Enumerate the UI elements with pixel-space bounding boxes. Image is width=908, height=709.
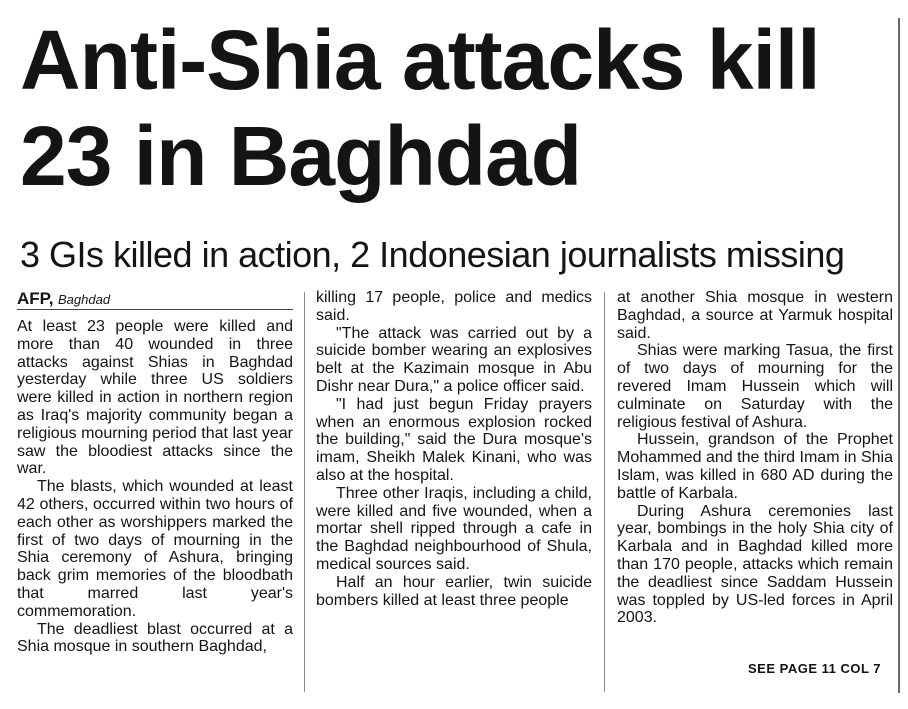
- article-column-3: [617, 289, 893, 627]
- byline-agency: AFP,: [17, 289, 54, 308]
- column-1-paragraph: The blasts, which wounded at least 42 others, occurred within two hours of each other as worshippers marked the first of two days of mourning in the Shia ceremony of Ashura, bringing back grim memories of the bloodbath that marred last year's commemoration.: [17, 478, 293, 620]
- byline: [17, 289, 293, 310]
- byline-dateline: Baghdad: [58, 292, 111, 307]
- headline-line-2: 23 in Baghdad: [20, 109, 582, 203]
- jump-reference: SEE PAGE 11 COL 7: [748, 661, 882, 676]
- column-2-paragraph: Half an hour earlier, twin suicide bombers killed at least three people: [316, 573, 592, 609]
- headline: [20, 12, 900, 204]
- subheadline: 3 GIs killed in action, 2 Indonesian journalists missing: [20, 234, 845, 275]
- column-1-paragraph: The deadliest blast occurred at a Shia mosque in southern Baghdad,: [17, 620, 293, 656]
- column-2-paragraph: "The attack was carried out by a suicide bomber wearing an explosives belt at the Kazimain mosque in Abu Dishr near Dura," a police officer said.: [316, 324, 592, 395]
- column-3-paragraph: Hussein, grandson of the Prophet Mohammed and the third Imam in Shia Islam, was killed in 680 AD during the battle of Karbala.: [617, 431, 893, 502]
- column-3-paragraph: Shias were marking Tasua, the first of two days of mourning for the revered Imam Hussein which will culminate on Saturday with the religious festival of Ashura.: [617, 342, 893, 431]
- column-3-paragraph: During Ashura ceremonies last year, bombings in the holy Shia city of Karbala and in Baghdad killed more than 170 people, attacks which remain the deadliest since Saddam Hussein was toppled by US-led forces in April 2003.: [617, 502, 893, 627]
- article-column-1: [17, 289, 293, 656]
- column-2-paragraph: killing 17 people, police and medics said.: [316, 289, 592, 324]
- column-divider: [604, 292, 605, 692]
- column-1-paragraph: At least 23 people were killed and more than 40 wounded in three attacks against Shias in Baghdad yesterday while three US soldiers were killed in action in northern region as Iraq's majority community began a religious mourning period that last year saw the bloodiest attacks since the war.: [17, 318, 293, 478]
- column-3-paragraph: at another Shia mosque in western Baghdad, a source at Yarmuk hospital said.: [617, 289, 893, 342]
- headline-line-1: Anti-Shia attacks kill: [20, 13, 820, 107]
- column-2-paragraph: "I had just begun Friday prayers when an enormous explosion rocked the building," said the Dura mosque's imam, Sheikh Malek Kinani, who was also at the hospital.: [316, 395, 592, 484]
- article-column-2: [316, 289, 592, 609]
- column-divider: [304, 292, 305, 692]
- column-2-paragraph: Three other Iraqis, including a child, were killed and five wounded, when a mortar shell ripped through a cafe in the Baghdad neighbourhood of Shula, medical sources said.: [316, 484, 592, 573]
